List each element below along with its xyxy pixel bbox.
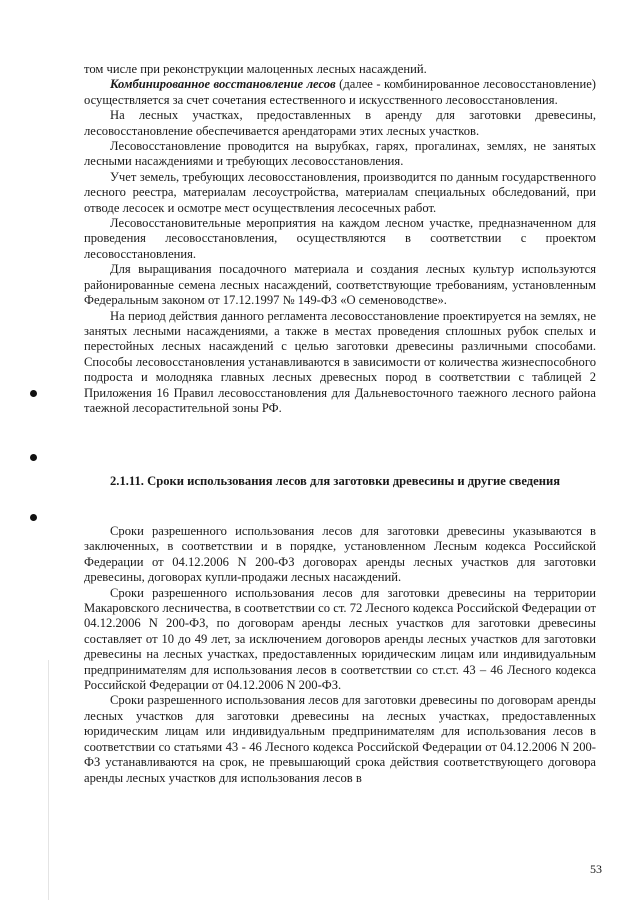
section-number: 2.1.11. bbox=[110, 474, 144, 488]
paragraph: Для выращивания посадочного материала и создания лесных культур используются районированные семена лесных насаждений, соответствующие требованиям, установленным Федеральным законом от 17.12.1997 № 149-ФЗ «О семеноводстве». bbox=[84, 262, 596, 308]
binder-hole-mark bbox=[30, 454, 37, 461]
paragraph: Лесовосстановительные мероприятия на каждом лесном участке, предназначенном для проведения лесовосстановления, осуществляются в соответствии с проектом лесовосстановления. bbox=[84, 216, 596, 261]
paragraph: Сроки разрешенного использования лесов для заготовки древесины указываются в заключенных, в соответствии и в порядке, установленном Лесным кодекса Российской Федерации от 04.12.2006 N 200-ФЗ договорах аренды лесных участков для заготовки древесины, договорах купли-продажи лесных насаждений. bbox=[84, 524, 596, 585]
section-heading bbox=[84, 474, 596, 490]
paragraph: Лесовосстановление проводится на вырубках, гарях, прогалинах, землях, не занятых лесными насаждениями и требующих лесовосстановления. bbox=[84, 139, 596, 169]
section-title: Сроки использования лесов для заготовки древесины и другие сведения bbox=[147, 474, 561, 488]
body-text-bottom bbox=[84, 524, 596, 786]
paragraph: том числе при реконструкции малоценных лесных насаждений. bbox=[84, 62, 427, 76]
binder-hole-mark bbox=[30, 390, 37, 397]
paragraph: На лесных участках, предоставленных в аренду для заготовки древесины, лесовосстановление обеспечивается арендаторами этих лесных участков. bbox=[84, 108, 596, 138]
scan-margin-line bbox=[48, 660, 49, 900]
page-number: 53 bbox=[590, 862, 602, 876]
paragraph: На период действия данного регламента лесовосстановление проектируется на землях, не занятых лесными насаждениями, а также в местах проведения сплошных рубок спелых и перестойных лесных насаждений с целью заготовки древесины различными способами. Способы лесовосстановления устанавливаются в зависимости от количества жизнеспособного подроста и молодняка главных лесных древесных пород в соответствии с таблицей 2 Приложения 16 Правил лесовосстановления для Дальневосточного таежного лесного района таежной лесорастительной зоны РФ. bbox=[84, 308, 596, 415]
paragraph: Комбинированное восстановление лесов (далее - комбинированное лесовосстановление) осуществляется за счет сочетания естественного и искусственного лесовосстановления. bbox=[84, 77, 596, 107]
binder-hole-mark bbox=[30, 514, 37, 521]
body-text-top bbox=[84, 62, 596, 416]
paragraph: Сроки разрешенного использования лесов для заготовки древесины на территории Макаровского лесничества, в соответствии со ст. 72 Лесного кодекса Российской Федерации от 04.12.2006 N 200-ФЗ, по договорам аренды лесных участков для заготовки древесины составляет от 10 до 49 лет, за исключением договоров аренды лесных участков для заготовки древесины на лесных участках, предоставленных юридическим лицам или индивидуальным предпринимателям для использования лесов в соответствии со ст.ст. 43 – 46 Лесного кодекса Российской Федерации от 04.12.2006 N 200-ФЗ. bbox=[84, 585, 596, 693]
paragraph: Учет земель, требующих лесовосстановления, производится по данным государственного лесного реестра, материалам лесоустройства, материалам специальных обследований, при отводе лесосек и осмотре мест осуществления лесосечных работ. bbox=[84, 169, 596, 215]
paragraph: Сроки разрешенного использования лесов для заготовки древесины по договорам аренды лесных участков для заготовки древесины на лесных участках, предоставленных юридическим лицам или индивидуальным предпринимателям для использования лесов в соответствии со статьями 43 - 46 Лесного кодекса Российской Федерации от 04.12.2006 N 200-ФЗ устанавливаются на срок, не превышающий срока действия соответствующего договора аренды лесных участков для использования лесов в bbox=[84, 693, 596, 785]
